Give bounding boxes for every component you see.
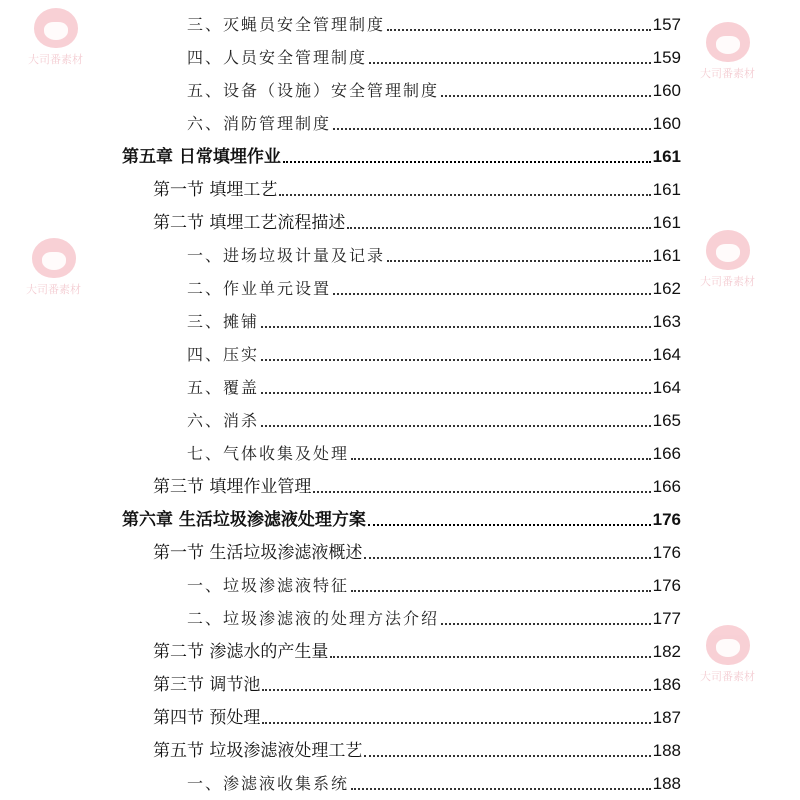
toc-entry-item[interactable] <box>187 332 681 365</box>
toc-entry-label: 一、进场垃圾计量及记录 <box>187 246 386 265</box>
dot-leader <box>387 28 651 31</box>
toc-entry-item[interactable] <box>187 398 681 431</box>
toc-page-number: 166 <box>652 444 681 463</box>
toc-entry-label: 三、摊铺 <box>187 312 260 331</box>
toc-page-number: 182 <box>652 642 681 661</box>
toc-page-number: 187 <box>652 708 681 727</box>
dot-leader <box>441 94 651 97</box>
dot-leader <box>279 193 650 196</box>
toc-page-number: 176 <box>652 510 681 529</box>
toc-entry-label: 二、垃圾渗滤液的处理方法介绍 <box>187 609 440 628</box>
watermark-logo <box>28 8 83 67</box>
dot-leader <box>387 259 651 262</box>
toc-entry-item[interactable] <box>187 299 681 332</box>
toc-page-number: 163 <box>652 312 681 331</box>
watermark-text: 大司番素材 <box>700 670 755 683</box>
toc-entry-label: 六、消防管理制度 <box>187 114 332 133</box>
dot-leader <box>333 127 651 130</box>
toc-entry-label: 第五章 日常填埋作业 <box>122 147 281 167</box>
dot-leader <box>262 688 650 691</box>
dot-leader <box>351 589 651 592</box>
watermark-text: 大司番素材 <box>28 53 83 66</box>
toc-page-number: 160 <box>652 81 681 100</box>
toc-entry-label: 四、压实 <box>187 345 260 364</box>
toc-page-number: 161 <box>652 246 681 265</box>
toc-entry-item[interactable] <box>187 101 681 134</box>
watermark-text: 大司番素材 <box>26 283 81 296</box>
toc-entry-label: 七、气体收集及处理 <box>187 444 350 463</box>
toc-entry-chapter[interactable] <box>122 134 681 167</box>
dot-leader <box>347 226 650 229</box>
watermark-face-icon <box>34 8 78 48</box>
dot-leader <box>261 391 651 394</box>
toc-page-number: 164 <box>652 345 681 364</box>
toc-entry-label: 第二节 渗滤水的产生量 <box>153 642 329 662</box>
toc-page-number: 166 <box>652 477 681 496</box>
dot-leader <box>261 325 651 328</box>
toc-entry-label: 六、消杀 <box>187 411 260 430</box>
watermark-logo <box>700 625 755 684</box>
toc-entry-item[interactable] <box>187 68 681 101</box>
dot-leader <box>351 787 651 790</box>
toc-entry-label: 五、覆盖 <box>187 378 260 397</box>
toc-entry-item[interactable] <box>187 365 681 398</box>
dot-leader <box>261 358 651 361</box>
dot-leader <box>369 61 651 64</box>
toc-entry-label: 第一节 生活垃圾渗滤液概述 <box>153 543 363 563</box>
toc-entry-label: 第六章 生活垃圾渗滤液处理方案 <box>122 510 366 530</box>
toc-entry-item[interactable] <box>187 2 681 35</box>
toc-entry-label: 第三节 填埋作业管理 <box>153 477 312 497</box>
toc-page-number: 165 <box>652 411 681 430</box>
toc-entry-item[interactable] <box>187 761 681 794</box>
watermark-face-icon <box>32 238 76 278</box>
toc-page-number: 164 <box>652 378 681 397</box>
toc-entry-label: 五、设备（设施）安全管理制度 <box>187 81 440 100</box>
toc-page-number: 161 <box>652 213 681 232</box>
dot-leader <box>364 556 650 559</box>
watermark-text: 大司番素材 <box>700 67 755 80</box>
toc-page-number: 186 <box>652 675 681 694</box>
toc-page-number: 160 <box>652 114 681 133</box>
dot-leader <box>261 424 651 427</box>
toc-page-number: 161 <box>652 180 681 199</box>
dot-leader <box>351 457 651 460</box>
toc-page-number: 177 <box>652 609 681 628</box>
toc-page-number: 176 <box>652 543 681 562</box>
watermark-logo <box>700 22 755 81</box>
toc-entry-label: 第三节 调节池 <box>153 675 261 695</box>
dot-leader <box>330 655 650 658</box>
toc-entry-section[interactable] <box>153 662 681 695</box>
toc-entry-item[interactable] <box>187 266 681 299</box>
toc-entry-label: 四、人员安全管理制度 <box>187 48 368 67</box>
dot-leader <box>364 754 650 757</box>
toc-entry-item[interactable] <box>187 233 681 266</box>
toc-page-number: 162 <box>652 279 681 298</box>
toc-entry-label: 第五节 垃圾渗滤液处理工艺 <box>153 741 363 761</box>
toc-entry-item[interactable] <box>187 431 681 464</box>
toc-page-number: 188 <box>652 741 681 760</box>
watermark-face-icon <box>706 625 750 665</box>
toc-entry-label: 二、作业单元设置 <box>187 279 332 298</box>
toc-page-number: 176 <box>652 576 681 595</box>
toc-page-number: 159 <box>652 48 681 67</box>
toc-entry-item[interactable] <box>187 596 681 629</box>
watermark-face-icon <box>706 230 750 270</box>
dot-leader <box>333 292 651 295</box>
dot-leader <box>283 160 651 163</box>
toc-entry-label: 一、渗滤液收集系统 <box>187 774 350 793</box>
watermark-logo <box>700 230 755 289</box>
dot-leader <box>313 490 650 493</box>
watermark-logo <box>26 238 81 297</box>
dot-leader <box>368 523 651 526</box>
toc-entry-section[interactable] <box>153 695 681 728</box>
toc-entry-section[interactable] <box>153 530 681 563</box>
watermark-face-icon <box>706 22 750 62</box>
toc-entry-chapter[interactable] <box>122 497 681 530</box>
toc-entry-item[interactable] <box>187 563 681 596</box>
watermark-text: 大司番素材 <box>700 275 755 288</box>
toc-entry-section[interactable] <box>153 464 681 497</box>
toc-entry-label: 第一节 填埋工艺 <box>153 180 278 200</box>
dot-leader <box>441 622 651 625</box>
toc-entry-section[interactable] <box>153 167 681 200</box>
toc-page-number: 157 <box>652 15 681 34</box>
toc-page-number: 188 <box>652 774 681 793</box>
toc-entry-section[interactable] <box>153 200 681 233</box>
toc-entry-section[interactable] <box>153 629 681 662</box>
toc-page-number: 161 <box>652 147 681 166</box>
toc-entry-label: 一、垃圾渗滤液特征 <box>187 576 350 595</box>
toc-entry-section[interactable] <box>153 728 681 761</box>
dot-leader <box>262 721 650 724</box>
toc-entry-label: 第二节 填埋工艺流程描述 <box>153 213 346 233</box>
toc-entry-label: 三、灭蝇员安全管理制度 <box>187 15 386 34</box>
toc-entry-label: 第四节 预处理 <box>153 708 261 728</box>
toc-entry-item[interactable] <box>187 35 681 68</box>
